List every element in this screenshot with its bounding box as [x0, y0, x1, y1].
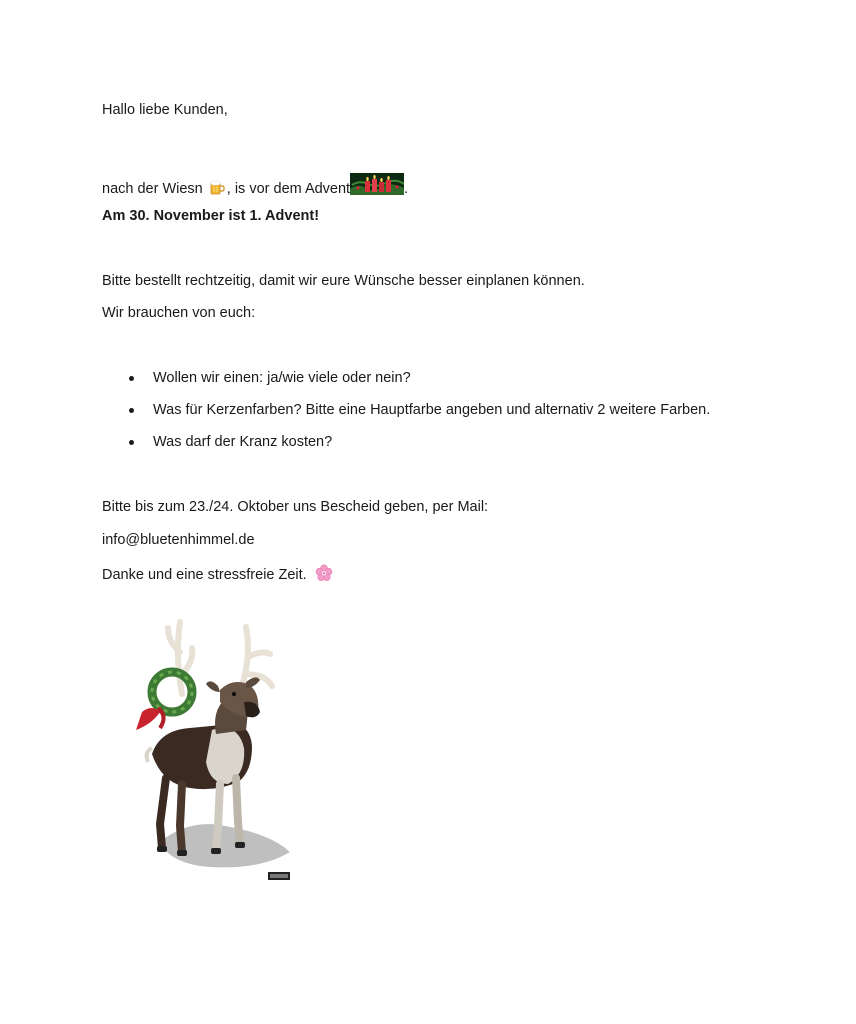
- advent-candles-image: [350, 173, 404, 195]
- reindeer-with-wreath-image: [120, 612, 295, 884]
- bullet-icon: [129, 376, 134, 381]
- list-item: Was für Kerzenfarben? Bitte eine Hauptfarbe angeben und alternativ 2 weitere Farben.: [102, 400, 710, 432]
- intro-end: .: [404, 181, 409, 197]
- email-address[interactable]: info@bluetenhimmel.de: [102, 532, 255, 548]
- greeting: Hallo liebe Kunden,: [102, 102, 228, 118]
- bullet-icon: [129, 440, 134, 445]
- advent-date: Am 30. November ist 1. Advent!: [102, 208, 320, 224]
- order-request: Bitte bestellt rechtzeitig, damit wir eure Wünsche besser einplanen können.: [102, 273, 585, 289]
- question-list: [102, 368, 710, 464]
- list-item: Was darf der Kranz kosten?: [102, 432, 710, 464]
- bullet-icon: [129, 408, 134, 413]
- intro-mid: , is vor dem Advent: [226, 181, 351, 197]
- beer-mug-icon: [209, 180, 225, 201]
- intro-line: [102, 173, 408, 201]
- need-intro: Wir brauchen von euch:: [102, 305, 256, 321]
- closing-line: [102, 564, 333, 588]
- list-item: Wollen wir einen: ja/wie viele oder nein?: [102, 368, 710, 400]
- deadline-text: Bitte bis zum 23./24. Oktober uns Bescheid geben, per Mail:: [102, 499, 489, 515]
- intro-text: nach der Wiesn: [102, 181, 203, 197]
- closing-text: Danke und eine stressfreie Zeit.: [102, 567, 307, 583]
- cherry-blossom-icon: [315, 564, 333, 588]
